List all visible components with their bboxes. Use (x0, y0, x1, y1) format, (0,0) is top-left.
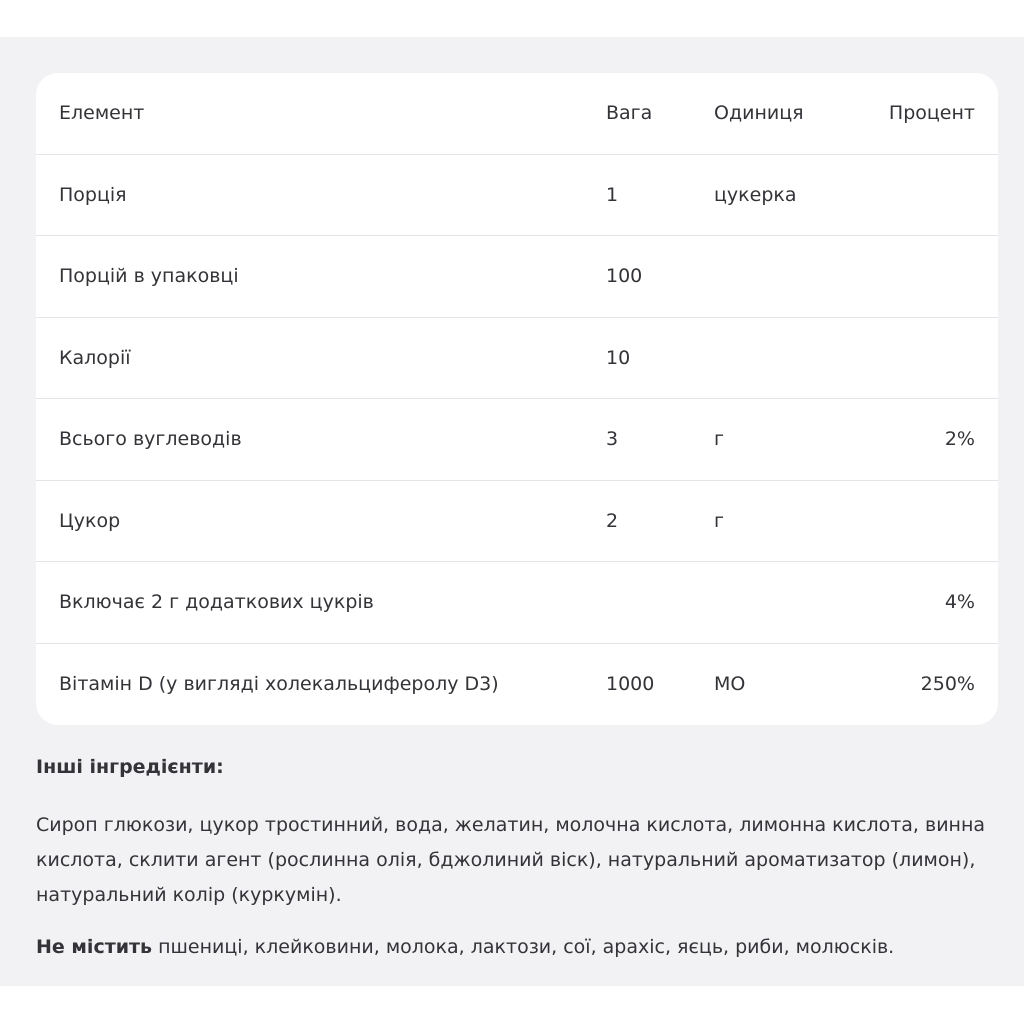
row-element: Калорії (59, 346, 131, 369)
row-unit: г (714, 428, 724, 451)
row-weight: 10 (606, 346, 631, 369)
ingredients-text (36, 808, 996, 913)
header-weight: Вага (606, 102, 653, 125)
row-unit: МО (714, 673, 746, 696)
row-weight: 1 (606, 183, 619, 206)
table-row (36, 318, 998, 400)
row-weight: 100 (606, 265, 643, 288)
table-row (36, 644, 998, 726)
header-element: Елемент (59, 102, 145, 125)
ingredients-line: кислота, склити агент (рослинна олія, бджолиний віск), натуральний ароматизатор (лимон), (36, 849, 976, 871)
table-header-row (36, 73, 998, 155)
header-percent: Процент (888, 102, 975, 125)
table-row (36, 155, 998, 237)
row-percent: 250% (920, 673, 975, 696)
row-unit: г (714, 509, 724, 532)
row-element: Вітамін D (у вигляді холекальциферолу D3) (59, 673, 499, 696)
row-unit: цукерка (714, 183, 797, 206)
table-row (36, 399, 998, 481)
row-weight: 3 (606, 428, 619, 451)
header-unit: Одиниця (714, 102, 804, 125)
table-row (36, 236, 998, 318)
other-ingredients-title: Інші інгредієнти: (36, 756, 224, 778)
row-weight: 1000 (606, 673, 655, 696)
row-element: Цукор (59, 509, 121, 532)
table-row (36, 481, 998, 563)
row-weight: 2 (606, 509, 619, 532)
ingredients-line: Сироп глюкози, цукор тростинний, вода, желатин, молочна кислота, лимонна кислота, винна (36, 814, 986, 836)
free-from-text (36, 936, 996, 958)
ingredients-line: натуральний колір (куркумін). (36, 884, 342, 906)
row-percent: 4% (944, 591, 975, 614)
row-element: Порцій в упаковці (59, 265, 239, 288)
row-percent: 2% (944, 428, 975, 451)
free-from-label: Не містить (36, 936, 153, 958)
free-from-list: пшениці, клейковини, молока, лактози, сої, арахіс, яєць, риби, молюсків. (152, 936, 895, 958)
row-element: Порція (59, 183, 127, 206)
content-panel (0, 37, 1024, 986)
row-element: Включає 2 г додаткових цукрів (59, 591, 374, 614)
table-row (36, 562, 998, 644)
row-element: Всього вуглеводів (59, 428, 242, 451)
nutrition-table (36, 73, 998, 725)
